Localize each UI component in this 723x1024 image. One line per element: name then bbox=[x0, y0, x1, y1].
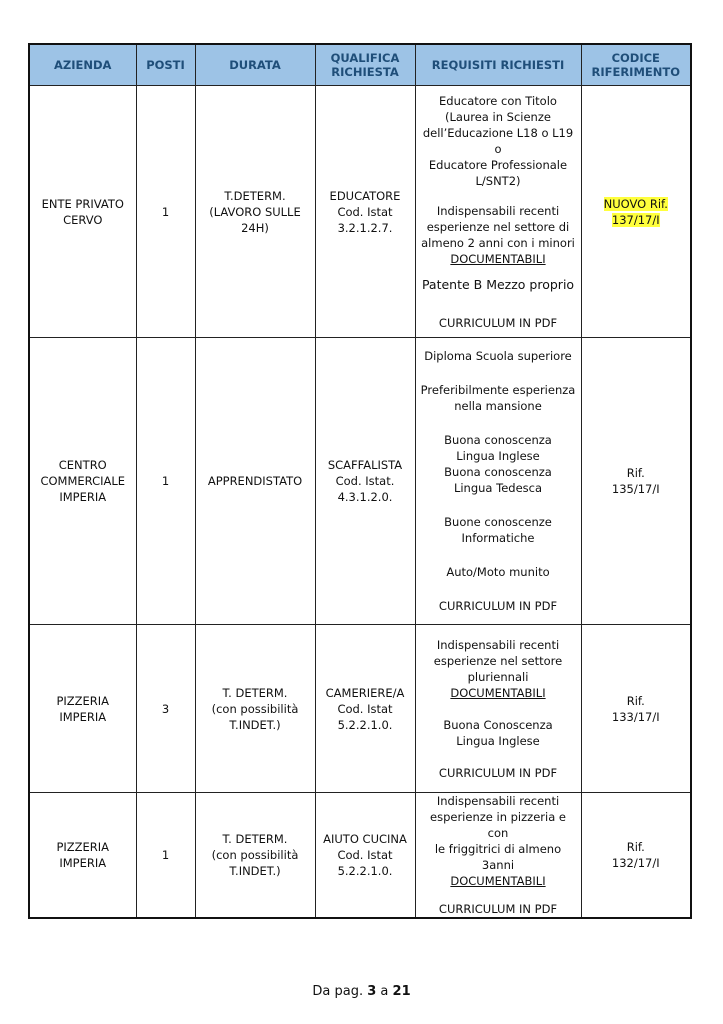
cell-durata: APPRENDISTATO bbox=[195, 338, 315, 625]
req-text bbox=[420, 203, 577, 267]
cell-posti: 1 bbox=[136, 338, 195, 625]
cell-azienda: CENTRO COMMERCIALE IMPERIA bbox=[29, 338, 136, 625]
cell-posti: 1 bbox=[136, 793, 195, 919]
header-qualifica: QUALIFICA RICHIESTA bbox=[315, 44, 415, 86]
footer-page: 3 bbox=[367, 984, 377, 999]
cell-azienda: PIZZERIA IMPERIA bbox=[29, 625, 136, 793]
header-requisiti: REQUISITI RICHIESTI bbox=[415, 44, 581, 86]
req-documentabili: DOCUMENTABILI bbox=[450, 874, 546, 888]
req-text: Preferibilmente esperienza nella mansione bbox=[420, 383, 576, 413]
table-row bbox=[29, 625, 691, 793]
cell-codice: Rif. 135/17/I bbox=[581, 338, 691, 625]
cell-posti: 3 bbox=[136, 625, 195, 793]
cell-requisiti bbox=[415, 86, 581, 338]
req-curriculum: CURRICULUM IN PDF bbox=[438, 315, 558, 330]
cell-azienda: ENTE PRIVATO CERVO bbox=[29, 86, 136, 338]
req-text bbox=[420, 637, 577, 701]
req-text: Educatore con Titolo (Laurea in Scienze dell’Educazione L18 o L19 o Educatore Professionale L/SNT2) bbox=[422, 93, 574, 188]
table-row bbox=[29, 793, 691, 919]
table-row bbox=[29, 338, 691, 625]
cell-qualifica: SCAFFALISTA Cod. Istat. 4.3.1.2.0. bbox=[315, 338, 415, 625]
req-curriculum: CURRICULUM IN PDF bbox=[438, 599, 558, 613]
cell-codice bbox=[581, 86, 691, 338]
req-text: Patente B Mezzo proprio bbox=[421, 276, 575, 292]
cell-durata: T. DETERM. (con possibilità T.INDET.) bbox=[195, 793, 315, 919]
cell-codice: Rif. 132/17/I bbox=[581, 793, 691, 919]
header-azienda: AZIENDA bbox=[29, 44, 136, 86]
req-documentabili: DOCUMENTABILI bbox=[450, 685, 546, 700]
cell-requisiti bbox=[415, 338, 581, 625]
req-text: Buona conoscenza Lingua Inglese Buona conoscenza Lingua Tedesca bbox=[444, 433, 552, 495]
header-codice: CODICE RIFERIMENTO bbox=[581, 44, 691, 86]
req-text: Diploma Scuola superiore bbox=[424, 349, 572, 363]
req-experience: Indispensabili recenti esperienze nel settore pluriennali bbox=[433, 637, 563, 684]
req-documentabili: DOCUMENTABILI bbox=[450, 251, 546, 266]
footer-mid: a bbox=[380, 984, 389, 999]
req-curriculum: CURRICULUM IN PDF bbox=[438, 902, 558, 916]
cell-posti: 1 bbox=[136, 86, 195, 338]
footer-total: 21 bbox=[392, 984, 411, 999]
header-posti: POSTI bbox=[136, 44, 195, 86]
cell-durata: T.DETERM. (LAVORO SULLE 24H) bbox=[195, 86, 315, 338]
code-highlight: NUOVO Rif. 137/17/I bbox=[603, 196, 668, 227]
req-text: Buone conoscenze Informatiche bbox=[444, 515, 552, 545]
cell-durata: T. DETERM. (con possibilità T.INDET.) bbox=[195, 625, 315, 793]
req-curriculum: CURRICULUM IN PDF bbox=[438, 765, 558, 780]
footer-prefix: Da pag. bbox=[312, 984, 364, 999]
req-text: Buona Conoscenza Lingua Inglese bbox=[443, 717, 553, 748]
cell-requisiti bbox=[415, 793, 581, 919]
req-experience: Indispensabili recenti esperienze nel settore di almeno 2 anni con i minori bbox=[421, 203, 575, 250]
req-text: Auto/Moto munito bbox=[446, 565, 550, 579]
header-durata: DURATA bbox=[195, 44, 315, 86]
table-header-row bbox=[29, 44, 691, 86]
cell-requisiti bbox=[415, 625, 581, 793]
job-offers-table bbox=[28, 43, 692, 919]
table-row bbox=[29, 86, 691, 338]
req-experience: Indispensabili recenti esperienze in pizzeria e con le friggitrici di almeno 3anni bbox=[430, 794, 566, 872]
cell-codice: Rif. 133/17/I bbox=[581, 625, 691, 793]
req-text bbox=[420, 793, 577, 889]
page-footer bbox=[0, 984, 723, 999]
cell-qualifica: AIUTO CUCINA Cod. Istat 5.2.2.1.0. bbox=[315, 793, 415, 919]
cell-qualifica: EDUCATORE Cod. Istat 3.2.1.2.7. bbox=[315, 86, 415, 338]
cell-azienda: PIZZERIA IMPERIA bbox=[29, 793, 136, 919]
cell-qualifica: CAMERIERE/A Cod. Istat 5.2.2.1.0. bbox=[315, 625, 415, 793]
